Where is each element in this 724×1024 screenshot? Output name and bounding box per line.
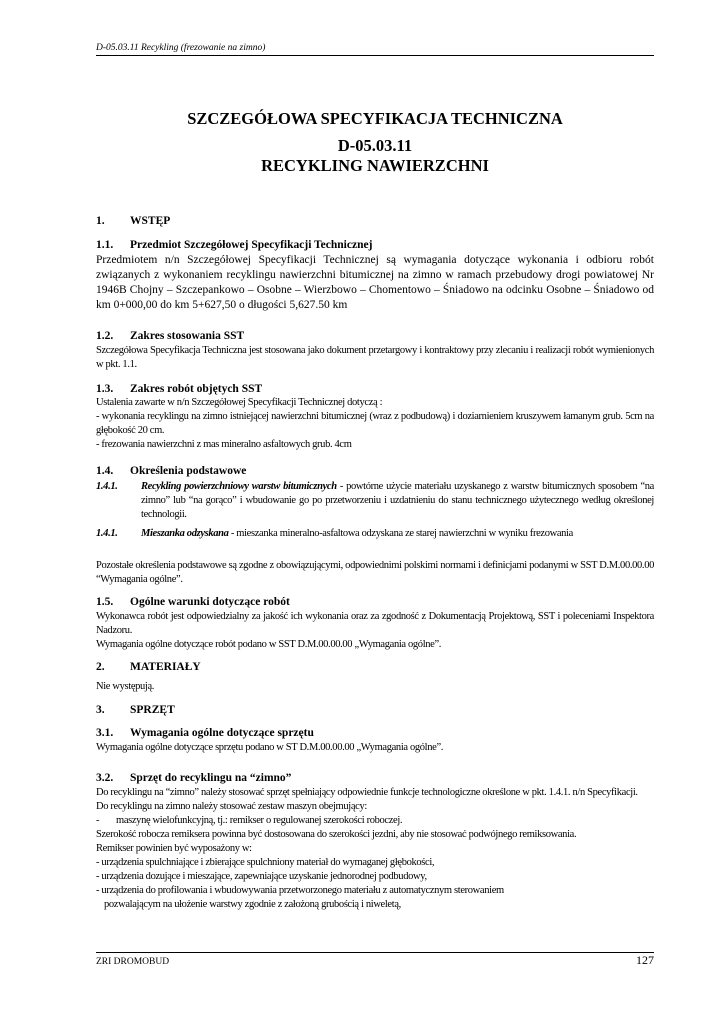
section-heading-2 — [96, 660, 654, 674]
definition-term: Mieszanka odzyskana — [141, 528, 229, 539]
section-number: 3. — [96, 704, 105, 716]
paragraph-2: Nie występują. — [96, 681, 155, 692]
section-number: 3.1. — [96, 727, 114, 739]
doc-title: SZCZEGÓŁOWA SPECYFIKACJA TECHNICZNA — [187, 109, 563, 128]
section-number: 1. — [96, 215, 105, 227]
paragraph-1-5-a: Wykonawca robót jest odpowiedzialny za jakość ich wykonania oraz za zgodność z Dokumentacją Projektową, SST i poleceniami Inspektora Nadzoru. — [96, 611, 654, 636]
section-title: MATERIAŁY — [130, 661, 201, 673]
section-title: Ogólne warunki dotyczące robót — [130, 596, 290, 608]
section-number: 1.2. — [96, 330, 114, 342]
running-header: D-05.03.11 Recykling (frezowanie na zimno) — [96, 43, 266, 53]
paragraph-3-2-c: Szerokość robocza remiksera powinna być dostosowana do szerokości jezdni, aby nie stosować podwójnego remiksowania. — [96, 829, 577, 840]
list-item — [96, 814, 654, 828]
section-heading-1-4 — [96, 464, 654, 478]
section-number: 1.3. — [96, 383, 114, 395]
section-heading-3 — [96, 703, 654, 717]
section-heading-3-2 — [96, 771, 654, 785]
section-title: Zakres robót objętych SST — [130, 383, 263, 395]
paragraph-1-1: Przedmiotem n/n Szczegółowej Specyfikacji Technicznej są wymagania dotyczące wykonania i odbioru robót związanych z wykonaniem recyklingu nawierzchni bitumicznej na zimno w ramach przebudowy drogi powiatowej Nr 1946B Chojny – Szczepankowo – Osobne – Wierzbowo – Chomentowo – Śniadowo na odcinku Osobne – Śniadowo od km 0+000,00 do km 5+627,50 o długości 5,627.50 km — [96, 254, 654, 311]
section-title: Przedmiot Szczegółowej Specyfikacji Technicznej — [130, 239, 373, 251]
doc-subject: RECYKLING NAWIERZCHNI — [261, 156, 489, 175]
section-heading-3-1 — [96, 726, 654, 740]
paragraph-1-2: Szczegółowa Specyfikacja Techniczna jest stosowana jako dokument przetargowy i kontraktowy przy zlecaniu i realizacji robót wymienionych w pkt. 1.1. — [96, 345, 654, 370]
section-heading-1 — [96, 214, 654, 228]
list-item-text: maszynę wielofunkcyjną, tj.: remikser o regulowanej szerokości roboczej. — [116, 815, 403, 826]
definition-text — [141, 480, 654, 522]
list-line: - urządzenia spulchniające i zbierające spulchniony materiał do wymaganej głębokości, — [96, 857, 435, 868]
section-number: 2. — [96, 661, 105, 673]
section-title: Zakres stosowania SST — [130, 330, 245, 342]
section-heading-1-1 — [96, 238, 654, 252]
footer-company: ZRI DROMOBUD — [96, 957, 170, 967]
paragraph-1-5-b: Wymagania ogólne dotyczące robót podano w SST D.M.00.00.00 „Wymagania ogólne”. — [96, 639, 442, 650]
footer-rule — [96, 952, 654, 953]
section-number: 1.5. — [96, 596, 114, 608]
section-title: Określenia podstawowe — [130, 465, 247, 477]
section-number: 1.4. — [96, 465, 114, 477]
definition-item — [96, 480, 654, 522]
paragraph-1-3-line3: - frezowania nawierzchni z mas mineralno asfaltowych grub. 4cm — [96, 439, 352, 450]
section-heading-1-2 — [96, 329, 654, 343]
paragraph-3-2-d: Remikser powinien być wyposażony w: — [96, 843, 252, 854]
section-title: WSTĘP — [130, 215, 171, 227]
list-marker: - — [96, 815, 100, 826]
paragraph-3-1: Wymagania ogólne dotyczące sprzętu podano w ST D.M.00.00.00 „Wymagania ogólne”. — [96, 742, 444, 753]
header-rule — [96, 55, 654, 56]
definition-number: 1.4.1. — [96, 528, 118, 539]
section-title: Wymagania ogólne dotyczące sprzętu — [130, 727, 314, 739]
definition-description: - powtórne użycie materiału uzyskanego z warstw bitumicznych sposobem “na zimno” lub “na gorąco” i wbudowanie go po przetworzeniu i uzdatnieniu do stanu technicznego użytecznego według określonej technologii. — [141, 481, 654, 520]
section-title: Sprzęt do recyklingu na “zimno” — [130, 772, 292, 784]
definition-number: 1.4.1. — [96, 481, 118, 492]
section-heading-1-5 — [96, 595, 654, 609]
definition-text — [141, 527, 654, 541]
section-number: 3.2. — [96, 772, 114, 784]
section-number: 1.1. — [96, 239, 114, 251]
definition-item — [96, 527, 654, 541]
document-body — [96, 214, 654, 912]
list-line: - urządzenia dozujące i mieszające, zapewniające uzyskanie jednorodnej podbudowy, — [96, 871, 427, 882]
list-line-continued: pozwalającym na ułożenie warstwy zgodnie z założoną grubością i niweletą, — [104, 899, 401, 910]
paragraph-1-3-line2: - wykonania recyklingu na zimno istniejącej nawierzchni bitumicznej (wraz z podbudową) i doziarnieniem kruszywem łamanym grub. 5cm na głębokość 20 cm. — [96, 411, 654, 436]
paragraph-1-3-line1: Ustalenia zawarte w n/n Szczegółowej Specyfikacji Technicznej dotyczą : — [96, 397, 383, 408]
list-line: - urządzenia do profilowania i wbudowywania przetworzonego materiału z automatycznym sterowaniem — [96, 885, 504, 896]
paragraph-1-4-rest: Pozostałe określenia podstawowe są zgodne z obowiązującymi, odpowiednimi polskimi normami i definicjami podanymi w SST D.M.00.00.00 “Wymagania ogólne”. — [96, 560, 654, 585]
doc-code: D-05.03.11 — [337, 136, 413, 155]
paragraph-3-2-b: Do recyklingu na zimno należy stosować zestaw maszyn obejmujący: — [96, 801, 367, 812]
definition-term: Recykling powierzchniowy warstw bitumicznych — [141, 481, 337, 492]
paragraph-3-2-a: Do recyklingu na “zimno” należy stosować sprzęt spełniający odpowiednie funkcje technologiczne określone w pkt. 1.4.1. n/n Specyfikacji. — [96, 787, 638, 798]
page-number: 127 — [636, 953, 654, 967]
definition-description: - mieszanka mineralno-asfaltowa odzyskana ze starej nawierzchni w wyniku frezowania — [228, 528, 573, 539]
section-title: SPRZĘT — [130, 704, 175, 716]
section-heading-1-3 — [96, 382, 654, 396]
